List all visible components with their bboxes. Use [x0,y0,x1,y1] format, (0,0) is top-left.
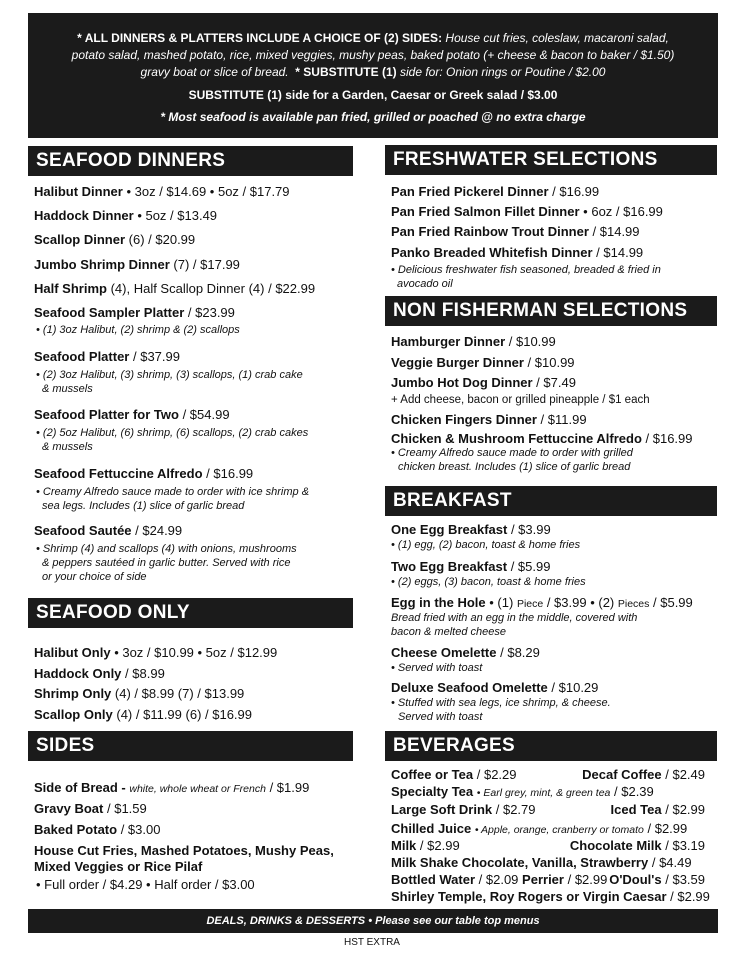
banner-line2: potato salad, mashed potato, rice, mixed veggies, mushy peas, baked potato (+ cheese & bacon to baker / $1.50) [71,48,675,62]
menu-item: Veggie Burger Dinner / $10.99 [391,355,575,370]
menu-item: Seafood Sautée / $24.99 [34,523,183,538]
item-description: • (1) egg, (2) bacon, toast & home fries [391,539,581,551]
item-addon: + Add cheese, bacon or grilled pineapple / $1 each [391,394,650,406]
freshwater-header: FRESHWATER SELECTIONS [385,145,717,175]
banner-line1-bold: * ALL DINNERS & PLATTERS INCLUDE A CHOICE OF (2) SIDES: [77,31,443,45]
menu-item: Seafood Sampler Platter / $23.99 [34,305,235,320]
info-banner [28,13,718,138]
hst-note: HST EXTRA [344,937,400,948]
menu-item: Pan Fried Pickerel Dinner / $16.99 [391,184,600,199]
menu-item: Shirley Temple, Roy Rogers or Virgin Caesar / $2.99 [391,889,710,904]
banner-line1-rest: House cut fries, coleslaw, macaroni salad, [445,31,669,45]
item-description: • Stuffed with sea legs, ice shrimp, & cheese. Served with toast [391,697,611,723]
menu-item: Specialty Tea • Earl grey, mint, & green tea / $2.39 [391,784,654,799]
breakfast-header: BREAKFAST [385,486,717,516]
menu-item: Egg in the Hole • (1) Piece / $3.99 • (2) Pieces / $5.99 [391,595,693,610]
menu-item: Seafood Platter / $37.99 [34,349,180,364]
menu-item: Chicken & Mushroom Fettuccine Alfredo / $16.99 [391,431,693,446]
banner-line3-rest: side for: Onion rings or Poutine / $2.00 [399,65,606,79]
non-fisherman-header: NON FISHERMAN SELECTIONS [385,296,717,326]
banner-line4: SUBSTITUTE (1) side for a Garden, Caesar or Greek salad / $3.00 [188,88,558,102]
menu-item: Baked Potato / $3.00 [34,822,161,837]
menu-item: Haddock Dinner • 5oz / $13.49 [34,208,218,223]
item-description: • Served with toast [391,662,483,674]
menu-item: Chicken Fingers Dinner / $11.99 [391,412,587,427]
banner-line3-bold: * SUBSTITUTE (1) [295,65,397,79]
menu-item: Seafood Fettuccine Alfredo / $16.99 [34,466,254,481]
menu-item: Jumbo Shrimp Dinner (7) / $17.99 [34,257,240,272]
menu-item: Panko Breaded Whitefish Dinner / $14.99 [391,245,644,260]
menu-item: Large Soft Drink / $2.79 [391,802,536,817]
item-description: • (2) eggs, (3) bacon, toast & home fries [391,576,586,588]
menu-item: O'Doul's / $3.59 [609,872,705,887]
menu-item: Deluxe Seafood Omelette / $10.29 [391,680,599,695]
menu-item: Haddock Only / $8.99 [34,666,165,681]
footer-banner: DEALS, DRINKS & DESSERTS • Please see our table top menus [28,909,718,933]
seafood-dinners-header: SEAFOOD DINNERS [28,146,353,176]
item-description: • (2) 3oz Halibut, (3) shrimp, (3) scallops, (1) crab cake & mussels [36,369,303,395]
menu-item: Pan Fried Rainbow Trout Dinner / $14.99 [391,224,640,239]
menu-item: Halibut Only • 3oz / $10.99 • 5oz / $12.99 [34,645,278,660]
menu-item: Scallop Dinner (6) / $20.99 [34,232,196,247]
menu-item: Milk Shake Chocolate, Vanilla, Strawberry / $4.49 [391,855,692,870]
menu-item: Two Egg Breakfast / $5.99 [391,559,551,574]
menu-item: Iced Tea / $2.99 [610,802,705,817]
item-description: • Delicious freshwater fish seasoned, breaded & fried in avocado oil [391,264,661,290]
menu-item: Chocolate Milk / $3.19 [569,838,705,853]
item-price-options: • Full order / $4.29 • Half order / $3.00 [36,877,255,892]
banner-line3-italic: gravy boat or slice of bread. [140,65,289,79]
banner-line5: * Most seafood is available pan fried, grilled or poached @ no extra charge [160,110,586,124]
menu-item: Milk / $2.99 [391,838,460,853]
item-description: • (2) 5oz Halibut, (6) shrimp, (6) scallops, (2) crab cakes & mussels [36,427,309,453]
sides-header: SIDES [28,731,353,761]
menu-item: House Cut Fries, Mashed Potatoes, Mushy Peas, Mixed Veggies or Rice Pilaf [34,843,334,874]
menu-item: Jumbo Hot Dog Dinner / $7.49 [391,375,576,390]
beverages-header: BEVERAGES [385,731,717,761]
item-description: • Shrimp (4) and scallops (4) with onions, mushrooms & peppers sautéed in garlic butter. Served with rice or your choice of side [36,543,297,583]
menu-item: Bottled Water / $2.09 Perrier / $2.99 [391,872,608,887]
menu-item: Shrimp Only (4) / $8.99 (7) / $13.99 [34,686,245,701]
item-description: • Creamy Alfredo sauce made to order with ice shrimp & sea legs. Includes (1) slice of garlic bread [36,486,310,512]
menu-item: Chilled Juice • Apple, orange, cranberry or tomato / $2.99 [391,821,688,836]
item-description: Bread fried with an egg in the middle, covered with bacon & melted cheese [391,612,638,638]
menu-item: Side of Bread - white, whole wheat or French / $1.99 [34,780,310,795]
menu-item: One Egg Breakfast / $3.99 [391,522,551,537]
menu-item: Seafood Platter for Two / $54.99 [34,407,230,422]
seafood-only-header: SEAFOOD ONLY [28,598,353,628]
item-description: • Creamy Alfredo sauce made to order with grilled chicken breast. Includes (1) slice of garlic bread [391,447,633,473]
menu-item: Scallop Only (4) / $11.99 (6) / $16.99 [34,707,252,722]
menu-item: Coffee or Tea / $2.29 [391,767,517,782]
menu-item: Pan Fried Salmon Fillet Dinner • 6oz / $16.99 [391,204,663,219]
menu-item: Cheese Omelette / $8.29 [391,645,540,660]
menu-item: Decaf Coffee / $2.49 [582,767,705,782]
menu-item: Half Shrimp (4), Half Scallop Dinner (4) / $22.99 [34,281,316,296]
menu-item: Hamburger Dinner / $10.99 [391,334,556,349]
item-description: • (1) 3oz Halibut, (2) shrimp & (2) scallops [36,324,240,336]
menu-item: Halibut Dinner • 3oz / $14.69 • 5oz / $17.79 [34,184,290,199]
menu-item: Gravy Boat / $1.59 [34,801,147,816]
